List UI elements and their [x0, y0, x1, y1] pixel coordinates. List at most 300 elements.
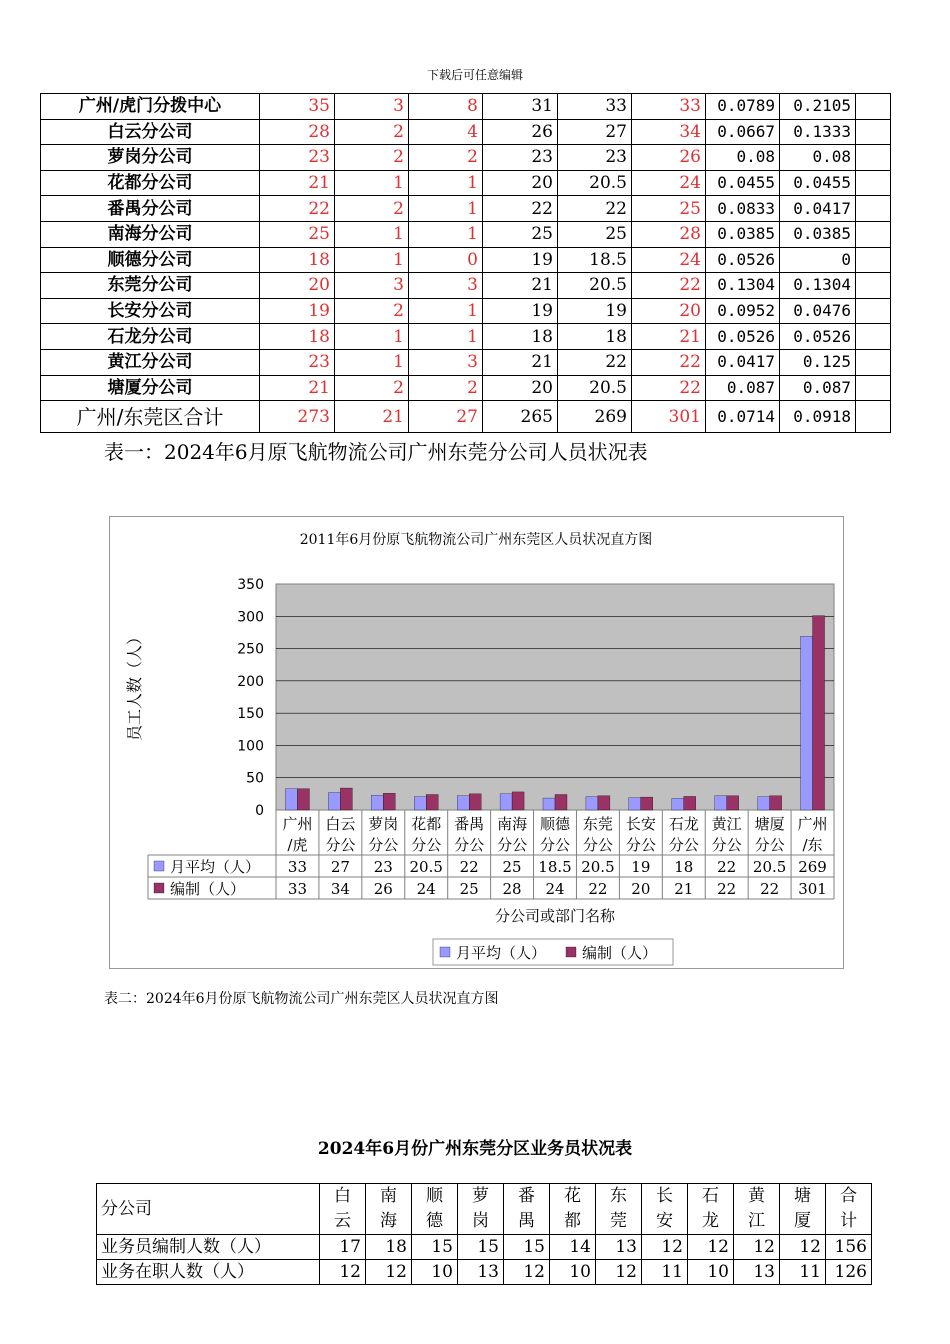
bar-monthly-avg [586, 797, 598, 810]
table-cell: 12 [688, 1235, 734, 1260]
x-tick-label: 花都 [411, 815, 442, 833]
table-cell: 1 [409, 196, 483, 222]
table-cell: 1 [409, 298, 483, 324]
table-cell: 2 [335, 119, 409, 145]
column-header [366, 1184, 412, 1235]
bar-monthly-avg [758, 797, 770, 810]
y-axis-label: 员工人数（人） [125, 628, 144, 742]
column-header-line: 长 [656, 1186, 673, 1206]
table-cell: 0.1333 [780, 119, 856, 145]
data-label: 20 [631, 880, 651, 898]
table-cell: 0.0952 [706, 298, 780, 324]
table-cell: 20.5 [558, 170, 632, 196]
table-cell: 0 [409, 247, 483, 273]
legend-key [154, 861, 164, 871]
x-tick-label: 分公 [711, 836, 742, 854]
data-label: 23 [373, 858, 393, 876]
table-cell: 35 [260, 94, 335, 120]
legend-entry: 月平均（人） [456, 944, 547, 962]
data-label: 33 [287, 880, 308, 898]
bar-monthly-avg [457, 796, 469, 810]
table-cell: 1 [335, 170, 409, 196]
column-header-line: 江 [748, 1211, 765, 1231]
staff-status-table [40, 93, 891, 433]
table-cell: 2 [335, 145, 409, 171]
table-cell: 21 [632, 324, 706, 350]
table-cell: 15 [412, 1235, 458, 1260]
table-row [41, 273, 891, 299]
empty-cell [856, 273, 891, 299]
table-cell: 14 [550, 1235, 596, 1260]
column-header [596, 1184, 642, 1235]
y-tick-label: 0 [255, 803, 264, 819]
data-label: 22 [717, 858, 737, 876]
column-header-line: 岗 [472, 1211, 489, 1231]
table-cell: 26 [632, 145, 706, 171]
table-cell: 1 [335, 221, 409, 247]
y-tick-label: 350 [237, 577, 264, 593]
table-cell: 15 [504, 1235, 550, 1260]
bar-quota [297, 789, 309, 810]
bar-quota [555, 795, 567, 810]
row-name: 白云分公司 [41, 119, 260, 145]
table-cell: 2 [335, 375, 409, 401]
data-label: 18 [674, 858, 694, 876]
table-row [41, 94, 891, 120]
table-cell: 19 [483, 298, 558, 324]
x-tick-label: 塘厦 [754, 815, 785, 833]
data-label: 33 [287, 858, 308, 876]
table-cell: 1 [335, 324, 409, 350]
data-label: 19 [631, 858, 651, 876]
table-cell: 22 [632, 349, 706, 375]
table-cell: 11 [780, 1260, 826, 1285]
table-cell: 23 [558, 145, 632, 171]
bar-quota [383, 793, 395, 810]
column-header-line: 石 [702, 1186, 719, 1206]
table-cell: 273 [260, 401, 335, 433]
data-label: 22 [588, 880, 608, 898]
table-cell: 0.0526 [780, 324, 856, 350]
table-row [41, 324, 891, 350]
empty-cell [856, 324, 891, 350]
table-cell: 12 [366, 1260, 412, 1285]
column-header [412, 1184, 458, 1235]
row-name: 塘厦分公司 [41, 375, 260, 401]
row-name: 花都分公司 [41, 170, 260, 196]
x-tick-label: 分公 [754, 836, 785, 854]
x-tick-label: 东莞 [582, 815, 613, 833]
table-cell: 27 [558, 119, 632, 145]
data-label: 28 [502, 880, 522, 898]
table-cell: 23 [260, 145, 335, 171]
legend-entry: 编制（人） [582, 944, 658, 962]
bar-quota [512, 792, 524, 810]
column-header-line: 番 [518, 1186, 535, 1206]
table-cell: 156 [826, 1235, 872, 1260]
table-cell: 24 [632, 170, 706, 196]
column-header [320, 1184, 366, 1235]
table-cell: 20.5 [558, 375, 632, 401]
bar-quota [426, 795, 438, 810]
table-cell: 10 [550, 1260, 596, 1285]
table-cell: 18 [558, 324, 632, 350]
data-label: 24 [545, 880, 565, 898]
table-cell: 21 [260, 170, 335, 196]
table-cell: 0.0789 [706, 94, 780, 120]
chart-caption: 表二：2024年6月份原飞航物流公司广州东莞区人员状况直方图 [104, 991, 499, 1007]
data-label: 26 [373, 880, 393, 898]
x-tick-label: 分公 [668, 836, 699, 854]
table-row [41, 401, 891, 433]
table-cell: 2 [409, 145, 483, 171]
bar-monthly-avg [672, 798, 684, 810]
row-label: 业务在职人数（人） [97, 1260, 320, 1285]
table-cell: 0.0476 [780, 298, 856, 324]
x-tick-label: 分公 [368, 836, 399, 854]
table-cell: 22 [632, 375, 706, 401]
column-header-line: 海 [380, 1211, 397, 1231]
column-header-line: 莞 [610, 1211, 627, 1231]
page-header: 下载后可任意编辑 [426, 68, 523, 82]
table-cell: 13 [596, 1235, 642, 1260]
legend-key [566, 947, 576, 957]
empty-cell [856, 349, 891, 375]
salesperson-table [96, 1183, 872, 1285]
table-cell: 31 [483, 94, 558, 120]
chart-title: 2011年6月份原飞航物流公司广州东莞区人员状况直方图 [299, 532, 653, 548]
table-row [41, 247, 891, 273]
table-cell: 12 [320, 1260, 366, 1285]
table-cell: 10 [688, 1260, 734, 1285]
column-header [826, 1184, 872, 1235]
x-tick-label: 番禺 [454, 815, 485, 833]
column-header-line: 云 [334, 1211, 351, 1231]
empty-cell [856, 247, 891, 273]
data-label: 25 [502, 858, 522, 876]
column-header [504, 1184, 550, 1235]
bar-monthly-avg [500, 794, 512, 810]
data-label: 301 [798, 880, 827, 898]
series-name: 编制（人） [170, 880, 246, 898]
row-name: 东莞分公司 [41, 273, 260, 299]
table-cell: 0.0714 [706, 401, 780, 433]
table-cell: 21 [483, 349, 558, 375]
table-cell: 27 [409, 401, 483, 433]
row-name: 广州/东莞区合计 [41, 401, 260, 433]
table-cell: 0.0417 [706, 349, 780, 375]
table-cell: 12 [642, 1235, 688, 1260]
table-cell: 1 [335, 247, 409, 273]
table-cell: 4 [409, 119, 483, 145]
table-cell: 265 [483, 401, 558, 433]
table-cell: 20 [632, 298, 706, 324]
x-tick-label: 分公 [411, 836, 442, 854]
table-cell: 22 [260, 196, 335, 222]
column-header [734, 1184, 780, 1235]
x-tick-label: 分公 [582, 836, 613, 854]
empty-cell [856, 119, 891, 145]
table-row [97, 1260, 872, 1285]
table1-caption: 表一：2024年6月原飞航物流公司广州东莞分公司人员状况表 [104, 440, 648, 464]
data-label: 21 [674, 880, 694, 898]
table-cell: 28 [260, 119, 335, 145]
table-cell: 12 [504, 1260, 550, 1285]
table-cell: 22 [632, 273, 706, 299]
table-cell: 301 [632, 401, 706, 433]
table-cell: 1 [409, 221, 483, 247]
table-cell: 34 [632, 119, 706, 145]
table-cell: 1 [409, 324, 483, 350]
x-tick-label: 萝岗 [368, 815, 399, 833]
data-label: 20.5 [409, 858, 443, 876]
row-name: 南海分公司 [41, 221, 260, 247]
column-header [458, 1184, 504, 1235]
table-cell: 22 [558, 349, 632, 375]
table-cell: 20 [260, 273, 335, 299]
table-cell: 0.1304 [706, 273, 780, 299]
table-cell: 23 [260, 349, 335, 375]
table-cell: 21 [335, 401, 409, 433]
column-header-line: 德 [426, 1211, 443, 1231]
bar-monthly-avg [371, 795, 383, 810]
table-row [97, 1235, 872, 1260]
table-cell: 12 [780, 1235, 826, 1260]
table-cell: 0.0385 [706, 221, 780, 247]
bar-quota [641, 797, 653, 810]
y-tick-label: 100 [237, 738, 264, 755]
bar-quota [684, 796, 696, 810]
table-cell: 0.0455 [706, 170, 780, 196]
table-cell: 28 [632, 221, 706, 247]
y-tick-label: 250 [237, 641, 264, 658]
row-name: 广州/虎门分拨中心 [41, 94, 260, 120]
table-cell: 21 [260, 375, 335, 401]
x-axis-label: 分公司或部门名称 [494, 907, 616, 925]
table-cell: 0.087 [780, 375, 856, 401]
data-label: 25 [459, 880, 479, 898]
column-header-line: 合 [840, 1186, 857, 1206]
chart-container [109, 516, 844, 969]
bar-quota [727, 796, 739, 810]
table-header-row [97, 1184, 872, 1235]
table-cell: 18 [483, 324, 558, 350]
column-header [550, 1184, 596, 1235]
header-label: 分公司 [97, 1184, 320, 1235]
table-cell: 22 [558, 196, 632, 222]
data-label: 20.5 [581, 858, 615, 876]
table2-title: 2024年6月份广州东莞分区业务员状况表 [317, 1139, 633, 1159]
table-cell: 12 [734, 1235, 780, 1260]
data-label: 22 [760, 880, 780, 898]
table-cell: 25 [483, 221, 558, 247]
column-header-line: 萝 [472, 1186, 489, 1206]
bar-quota [813, 616, 825, 810]
column-header [780, 1184, 826, 1235]
table-cell: 18.5 [558, 247, 632, 273]
table-cell: 19 [483, 247, 558, 273]
table-cell: 25 [260, 221, 335, 247]
series-name: 月平均（人） [170, 858, 261, 876]
table-row [41, 145, 891, 171]
data-label: 18.5 [538, 858, 572, 876]
column-header [642, 1184, 688, 1235]
table-row [41, 221, 891, 247]
data-label: 20.5 [752, 858, 787, 876]
row-name: 番禺分公司 [41, 196, 260, 222]
empty-cell [856, 298, 891, 324]
staff-bar-chart [110, 517, 843, 968]
legend-key [440, 947, 450, 957]
table-cell: 10 [412, 1260, 458, 1285]
y-tick-label: 150 [237, 706, 264, 723]
table-cell: 0 [780, 247, 856, 273]
column-header-line: 顺 [426, 1186, 443, 1206]
table-cell: 0.087 [706, 375, 780, 401]
table-cell: 269 [558, 401, 632, 433]
table-cell: 0.0526 [706, 324, 780, 350]
y-tick-label: 200 [237, 673, 264, 690]
table-cell: 3 [409, 349, 483, 375]
table-cell: 0.1304 [780, 273, 856, 299]
column-header-line: 黄 [748, 1186, 765, 1206]
x-tick-label: 分公 [625, 836, 656, 854]
empty-cell [856, 170, 891, 196]
table-cell: 0.0667 [706, 119, 780, 145]
table-cell: 3 [409, 273, 483, 299]
table-cell: 0.0833 [706, 196, 780, 222]
bar-monthly-avg [715, 796, 727, 810]
table-cell: 11 [642, 1260, 688, 1285]
bar-quota [340, 788, 352, 810]
bar-quota [469, 794, 481, 810]
table-cell: 15 [458, 1235, 504, 1260]
table-cell: 8 [409, 94, 483, 120]
table-cell: 2 [335, 196, 409, 222]
column-header [688, 1184, 734, 1235]
x-tick-label: 南海 [497, 815, 528, 833]
empty-cell [856, 375, 891, 401]
table-cell: 25 [558, 221, 632, 247]
column-header-line: 南 [380, 1186, 397, 1206]
table-cell: 24 [632, 247, 706, 273]
table-cell: 0.0918 [780, 401, 856, 433]
table-cell: 0.0417 [780, 196, 856, 222]
column-header-line: 禺 [518, 1211, 535, 1231]
data-label: 22 [717, 880, 737, 898]
table-cell: 0.08 [706, 145, 780, 171]
table-cell: 18 [260, 247, 335, 273]
column-header-line: 白 [334, 1186, 351, 1206]
table-cell: 0.0526 [706, 247, 780, 273]
table-cell: 25 [632, 196, 706, 222]
table-cell: 12 [596, 1260, 642, 1285]
x-tick-label: 分公 [539, 836, 571, 854]
x-tick-label: 白云 [325, 815, 356, 833]
data-label: 24 [416, 880, 436, 898]
x-tick-label: 石龙 [668, 815, 699, 833]
x-tick-label: 分公 [454, 836, 485, 854]
empty-cell [856, 196, 891, 222]
x-tick-label: 广州 [797, 815, 828, 833]
x-tick-label: /东 [802, 836, 823, 854]
table-cell: 17 [320, 1235, 366, 1260]
table-cell: 21 [483, 273, 558, 299]
column-header-line: 塘 [794, 1186, 811, 1206]
table-cell: 3 [335, 273, 409, 299]
column-header-line: 厦 [794, 1211, 811, 1231]
x-tick-label: 黄江 [711, 815, 742, 833]
table-cell: 23 [483, 145, 558, 171]
x-tick-label: /虎 [287, 836, 308, 854]
x-tick-label: 广州 [282, 815, 313, 833]
table-cell: 2 [335, 298, 409, 324]
empty-cell [856, 401, 891, 433]
bar-monthly-avg [543, 798, 555, 810]
bar-monthly-avg [285, 789, 297, 810]
table-row [41, 119, 891, 145]
y-tick-label: 300 [237, 609, 264, 626]
empty-cell [856, 94, 891, 120]
row-name: 石龙分公司 [41, 324, 260, 350]
table-row [41, 298, 891, 324]
column-header-line: 东 [610, 1186, 627, 1206]
x-tick-label: 分公 [497, 836, 528, 854]
column-header-line: 安 [656, 1211, 673, 1231]
x-tick-label: 分公 [325, 836, 356, 854]
table-cell: 1 [335, 349, 409, 375]
bar-monthly-avg [328, 793, 340, 810]
table-row [41, 349, 891, 375]
row-name: 长安分公司 [41, 298, 260, 324]
data-label: 22 [459, 858, 479, 876]
table-cell: 1 [409, 170, 483, 196]
empty-cell [856, 221, 891, 247]
table-row [41, 196, 891, 222]
table-cell: 22 [483, 196, 558, 222]
plot-area [276, 584, 834, 810]
table-cell: 19 [558, 298, 632, 324]
table-cell: 3 [335, 94, 409, 120]
data-label: 27 [330, 858, 350, 876]
bar-quota [598, 796, 610, 810]
data-label: 269 [798, 858, 827, 876]
bar-monthly-avg [414, 797, 426, 810]
column-header-line: 都 [564, 1211, 581, 1231]
table-cell: 13 [734, 1260, 780, 1285]
row-name: 顺德分公司 [41, 247, 260, 273]
table-cell: 13 [458, 1260, 504, 1285]
table-cell: 18 [260, 324, 335, 350]
x-tick-label: 长安 [625, 815, 656, 833]
table-cell: 126 [826, 1260, 872, 1285]
bar-monthly-avg [801, 636, 813, 810]
x-tick-label: 顺德 [539, 815, 571, 833]
row-name: 萝岗分公司 [41, 145, 260, 171]
table-cell: 18 [366, 1235, 412, 1260]
column-header-line: 龙 [702, 1211, 719, 1231]
table-cell: 19 [260, 298, 335, 324]
table-cell: 33 [558, 94, 632, 120]
table-row [41, 170, 891, 196]
y-tick-label: 50 [246, 770, 264, 787]
bar-quota [770, 796, 782, 810]
table-row [41, 375, 891, 401]
empty-cell [856, 145, 891, 171]
row-label: 业务员编制人数（人） [97, 1235, 320, 1260]
column-header-line: 花 [564, 1186, 581, 1206]
table-cell: 0.2105 [780, 94, 856, 120]
